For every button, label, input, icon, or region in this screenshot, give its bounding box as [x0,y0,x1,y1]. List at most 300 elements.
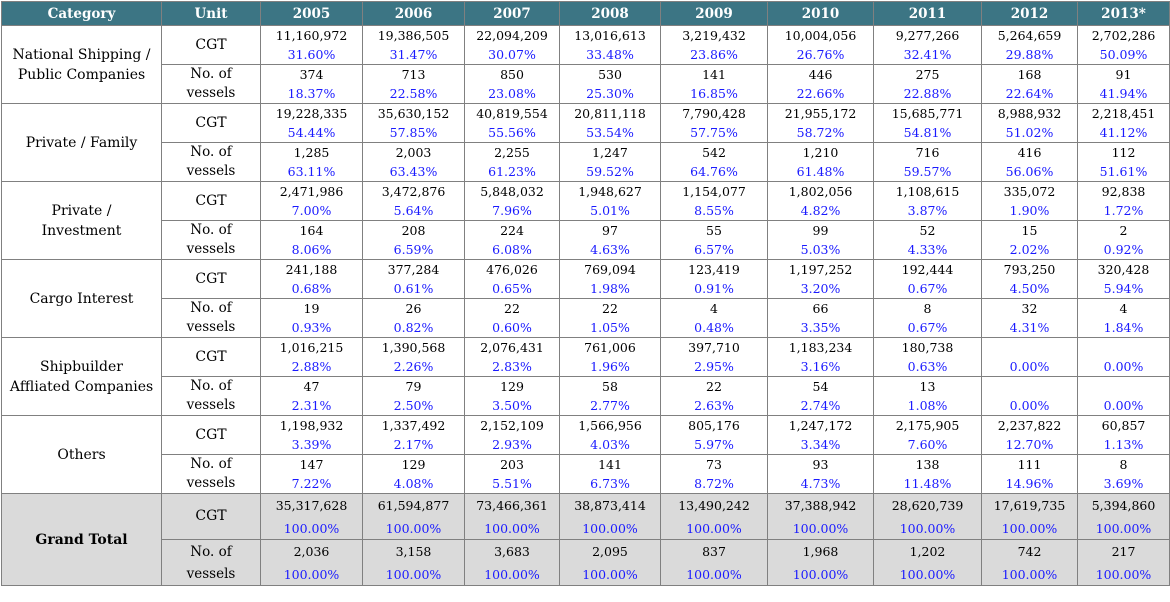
value-cell: 92,838 [1078,182,1170,202]
table-row-vessels-pct [2,240,1170,260]
value-cell [982,377,1078,397]
percent-cell: 2.17% [363,435,465,455]
unit-cgt: CGT [162,104,261,143]
percent-cell: 2.88% [261,357,363,377]
value-cell: 217 [1078,540,1170,565]
percent-cell: 6.59% [363,240,465,260]
value-cell: 1,197,252 [768,260,874,280]
header-year: 2012 [982,2,1078,26]
percent-cell: 2.93% [465,435,560,455]
value-cell: 129 [465,377,560,397]
unit-vessels-line2: vessels [162,474,261,494]
percent-cell: 53.54% [560,123,661,143]
value-cell: 141 [560,455,661,475]
category-name-line: Others [57,446,106,463]
value-cell: 22 [560,299,661,319]
category-name [2,260,162,338]
category-name-line: Private / [51,202,112,219]
value-cell: 123,419 [661,260,768,280]
value-cell: 22 [465,299,560,319]
percent-cell: 63.11% [261,162,363,182]
value-cell: 15 [982,221,1078,241]
header-year: 2007 [465,2,560,26]
value-cell: 38,873,414 [560,494,661,519]
value-cell: 22 [661,377,768,397]
value-cell: 3,158 [363,540,465,565]
value-cell: 47 [261,377,363,397]
percent-cell: 0.00% [1078,396,1170,416]
table-body [2,26,1170,586]
value-cell: 168 [982,65,1078,85]
percent-cell: 1.90% [982,201,1078,221]
percent-cell: 5.64% [363,201,465,221]
percent-cell: 4.50% [982,279,1078,299]
unit-vessels-line2: vessels [162,318,261,338]
value-cell: 164 [261,221,363,241]
percent-cell: 0.67% [874,279,982,299]
value-cell: 377,284 [363,260,465,280]
value-cell: 805,176 [661,416,768,436]
value-cell: 40,819,554 [465,104,560,124]
unit-vessels-line2: vessels [162,564,261,586]
header-year: 2006 [363,2,465,26]
unit-vessels-line2: vessels [162,240,261,260]
value-cell: 129 [363,455,465,475]
table-row-cgt [2,338,1170,358]
percent-cell: 4.08% [363,474,465,494]
value-cell: 99 [768,221,874,241]
unit-cgt: CGT [162,494,261,540]
percent-cell: 41.12% [1078,123,1170,143]
value-cell: 20,811,118 [560,104,661,124]
value-cell: 66 [768,299,874,319]
percent-cell: 0.48% [661,318,768,338]
value-cell: 2,003 [363,143,465,163]
value-cell: 11,160,972 [261,26,363,46]
percent-cell: 3.35% [768,318,874,338]
percent-cell: 51.02% [982,123,1078,143]
percent-cell: 2.26% [363,357,465,377]
percent-cell: 100.00% [874,564,982,586]
unit-vessels-line1: No. of [162,540,261,565]
unit-vessels-line1: No. of [162,377,261,397]
value-cell: 1,247 [560,143,661,163]
value-cell: 275 [874,65,982,85]
percent-cell: 57.85% [363,123,465,143]
header-unit: Unit [162,2,261,26]
percent-cell: 7.22% [261,474,363,494]
percent-cell: 100.00% [261,564,363,586]
percent-cell: 0.92% [1078,240,1170,260]
value-cell: 21,955,172 [768,104,874,124]
percent-cell: 0.00% [982,357,1078,377]
percent-cell: 54.44% [261,123,363,143]
percent-cell: 61.23% [465,162,560,182]
value-cell: 2,255 [465,143,560,163]
unit-cgt: CGT [162,182,261,221]
value-cell: 2,175,905 [874,416,982,436]
percent-cell: 23.08% [465,84,560,104]
value-cell: 13,016,613 [560,26,661,46]
value-cell: 73 [661,455,768,475]
value-cell: 793,250 [982,260,1078,280]
percent-cell: 22.66% [768,84,874,104]
percent-cell: 3.39% [261,435,363,455]
percent-cell: 2.02% [982,240,1078,260]
percent-cell: 0.63% [874,357,982,377]
percent-cell: 100.00% [261,518,363,540]
category-name-line: Public Companies [17,66,146,83]
percent-cell: 100.00% [982,564,1078,586]
value-cell: 335,072 [982,182,1078,202]
value-cell: 850 [465,65,560,85]
value-cell: 22,094,209 [465,26,560,46]
value-cell: 203 [465,455,560,475]
header-year: 2009 [661,2,768,26]
unit-cgt: CGT [162,260,261,299]
value-cell: 1,210 [768,143,874,163]
value-cell: 147 [261,455,363,475]
unit-cgt: CGT [162,338,261,377]
percent-cell: 0.91% [661,279,768,299]
category-name-line: Investment [41,222,122,239]
percent-cell: 100.00% [465,564,560,586]
category-name [2,26,162,104]
percent-cell: 5.03% [768,240,874,260]
percent-cell: 12.70% [982,435,1078,455]
value-cell: 17,619,735 [982,494,1078,519]
category-name-line: National Shipping / [12,46,151,63]
value-cell: 2 [1078,221,1170,241]
percent-cell: 5.94% [1078,279,1170,299]
table-row-cgt [2,26,1170,46]
value-cell: 19,386,505 [363,26,465,46]
unit-vessels-line2: vessels [162,84,261,104]
value-cell: 19,228,335 [261,104,363,124]
percent-cell: 1.13% [1078,435,1170,455]
percent-cell: 1.08% [874,396,982,416]
percent-cell: 100.00% [768,564,874,586]
value-cell: 2,036 [261,540,363,565]
table-row-vessels [2,221,1170,241]
percent-cell: 25.30% [560,84,661,104]
percent-cell: 100.00% [363,518,465,540]
percent-cell: 41.94% [1078,84,1170,104]
value-cell: 2,702,286 [1078,26,1170,46]
percent-cell: 5.51% [465,474,560,494]
percent-cell: 31.47% [363,45,465,65]
percent-cell: 3.50% [465,396,560,416]
percent-cell: 61.48% [768,162,874,182]
value-cell: 5,264,659 [982,26,1078,46]
category-name [2,338,162,416]
value-cell [982,338,1078,358]
percent-cell: 5.01% [560,201,661,221]
category-name-line: Shipbuilder [40,358,123,375]
percent-cell: 7.96% [465,201,560,221]
value-cell: 19 [261,299,363,319]
table-row-vessels [2,540,1170,565]
percent-cell: 30.07% [465,45,560,65]
percent-cell: 4.63% [560,240,661,260]
table-row-cgt [2,182,1170,202]
value-cell: 73,466,361 [465,494,560,519]
value-cell: 15,685,771 [874,104,982,124]
percent-cell: 1.96% [560,357,661,377]
percent-cell: 8.55% [661,201,768,221]
percent-cell: 0.82% [363,318,465,338]
value-cell: 13 [874,377,982,397]
value-cell [1078,377,1170,397]
percent-cell: 1.98% [560,279,661,299]
value-cell: 2,076,431 [465,338,560,358]
value-cell: 7,790,428 [661,104,768,124]
value-cell: 111 [982,455,1078,475]
percent-cell: 2.95% [661,357,768,377]
category-name-line: Cargo Interest [29,290,134,307]
value-cell: 1,285 [261,143,363,163]
table-row-vessels-pct [2,162,1170,182]
value-cell: 208 [363,221,465,241]
percent-cell: 16.85% [661,84,768,104]
value-cell: 8 [1078,455,1170,475]
value-cell: 320,428 [1078,260,1170,280]
percent-cell: 64.76% [661,162,768,182]
value-cell: 1,337,492 [363,416,465,436]
percent-cell: 6.57% [661,240,768,260]
value-cell: 10,004,056 [768,26,874,46]
percent-cell: 3.20% [768,279,874,299]
percent-cell: 1.72% [1078,201,1170,221]
percent-cell: 63.43% [363,162,465,182]
table-row-vessels-pct [2,474,1170,494]
percent-cell: 8.06% [261,240,363,260]
value-cell: 2,218,451 [1078,104,1170,124]
percent-cell: 32.41% [874,45,982,65]
header-year: 2010 [768,2,874,26]
value-cell: 1,108,615 [874,182,982,202]
percent-cell: 2.50% [363,396,465,416]
value-cell: 8 [874,299,982,319]
value-cell: 52 [874,221,982,241]
value-cell: 5,394,860 [1078,494,1170,519]
percent-cell: 8.72% [661,474,768,494]
value-cell: 837 [661,540,768,565]
percent-cell: 100.00% [363,564,465,586]
value-cell: 13,490,242 [661,494,768,519]
percent-cell: 2.63% [661,396,768,416]
value-cell: 91 [1078,65,1170,85]
percent-cell: 7.60% [874,435,982,455]
percent-cell: 22.88% [874,84,982,104]
unit-vessels-line2: vessels [162,162,261,182]
value-cell: 2,152,109 [465,416,560,436]
percent-cell: 33.48% [560,45,661,65]
value-cell: 26 [363,299,465,319]
percent-cell: 0.60% [465,318,560,338]
table-row-vessels-pct [2,396,1170,416]
value-cell: 3,219,432 [661,26,768,46]
value-cell: 224 [465,221,560,241]
percent-cell: 6.73% [560,474,661,494]
table-row-vessels-pct [2,318,1170,338]
table-row-vessels [2,65,1170,85]
value-cell: 241,188 [261,260,363,280]
table-row-vessels [2,299,1170,319]
value-cell: 141 [661,65,768,85]
percent-cell: 2.83% [465,357,560,377]
shipping-ownership-table [1,1,1170,586]
percent-cell: 0.00% [982,396,1078,416]
header-year: 2013* [1078,2,1170,26]
value-cell: 60,857 [1078,416,1170,436]
percent-cell: 23.86% [661,45,768,65]
percent-cell: 3.87% [874,201,982,221]
percent-cell: 22.64% [982,84,1078,104]
percent-cell: 0.67% [874,318,982,338]
unit-cgt: CGT [162,416,261,455]
percent-cell: 3.69% [1078,474,1170,494]
category-name [2,416,162,494]
value-cell: 180,738 [874,338,982,358]
unit-vessels-line1: No. of [162,65,261,85]
header-year: 2005 [261,2,363,26]
percent-cell: 50.09% [1078,45,1170,65]
value-cell: 37,388,942 [768,494,874,519]
percent-cell: 100.00% [874,518,982,540]
percent-cell: 11.48% [874,474,982,494]
percent-cell: 4.33% [874,240,982,260]
value-cell: 761,006 [560,338,661,358]
unit-vessels-line2: vessels [162,396,261,416]
header-year: 2008 [560,2,661,26]
percent-cell: 6.08% [465,240,560,260]
value-cell: 32 [982,299,1078,319]
value-cell: 8,988,932 [982,104,1078,124]
category-name-line: Private / Family [25,134,138,151]
value-cell: 2,471,986 [261,182,363,202]
value-cell: 1,390,568 [363,338,465,358]
value-cell: 112 [1078,143,1170,163]
value-cell: 713 [363,65,465,85]
value-cell: 9,277,266 [874,26,982,46]
value-cell: 58 [560,377,661,397]
value-cell: 1,968 [768,540,874,565]
percent-cell: 100.00% [661,564,768,586]
value-cell: 2,095 [560,540,661,565]
percent-cell: 59.52% [560,162,661,182]
percent-cell: 54.81% [874,123,982,143]
percent-cell: 57.75% [661,123,768,143]
value-cell: 54 [768,377,874,397]
percent-cell: 2.31% [261,396,363,416]
value-cell: 1,247,172 [768,416,874,436]
value-cell: 742 [982,540,1078,565]
percent-cell: 100.00% [768,518,874,540]
unit-cgt: CGT [162,26,261,65]
percent-cell: 100.00% [661,518,768,540]
value-cell: 530 [560,65,661,85]
value-cell: 55 [661,221,768,241]
percent-cell: 0.00% [1078,357,1170,377]
percent-cell: 4.82% [768,201,874,221]
table-row-cgt [2,416,1170,436]
percent-cell: 29.88% [982,45,1078,65]
percent-cell: 3.34% [768,435,874,455]
value-cell: 35,630,152 [363,104,465,124]
percent-cell: 31.60% [261,45,363,65]
percent-cell: 51.61% [1078,162,1170,182]
percent-cell: 58.72% [768,123,874,143]
value-cell: 476,026 [465,260,560,280]
table-row-vessels [2,143,1170,163]
percent-cell: 1.05% [560,318,661,338]
value-cell: 1,198,932 [261,416,363,436]
value-cell: 1,183,234 [768,338,874,358]
value-cell: 4 [661,299,768,319]
value-cell: 4 [1078,299,1170,319]
percent-cell: 100.00% [465,518,560,540]
percent-cell: 26.76% [768,45,874,65]
value-cell: 1,566,956 [560,416,661,436]
category-name [2,104,162,182]
percent-cell: 18.37% [261,84,363,104]
percent-cell: 2.77% [560,396,661,416]
percent-cell: 100.00% [560,564,661,586]
table-row-cgt [2,494,1170,519]
percent-cell: 4.73% [768,474,874,494]
unit-vessels-line1: No. of [162,143,261,163]
value-cell [1078,338,1170,358]
category-name-line: Affliated Companies [9,378,154,395]
percent-cell: 56.06% [982,162,1078,182]
percent-cell: 4.31% [982,318,1078,338]
percent-cell: 1.84% [1078,318,1170,338]
value-cell: 1,948,627 [560,182,661,202]
value-cell: 1,154,077 [661,182,768,202]
percent-cell: 100.00% [1078,564,1170,586]
value-cell: 542 [661,143,768,163]
value-cell: 3,683 [465,540,560,565]
header-row [2,2,1170,26]
percent-cell: 14.96% [982,474,1078,494]
percent-cell: 3.16% [768,357,874,377]
percent-cell: 0.68% [261,279,363,299]
value-cell: 93 [768,455,874,475]
percent-cell: 0.93% [261,318,363,338]
unit-vessels-line1: No. of [162,455,261,475]
percent-cell: 100.00% [982,518,1078,540]
value-cell: 3,472,876 [363,182,465,202]
percent-cell: 0.65% [465,279,560,299]
value-cell: 446 [768,65,874,85]
unit-vessels-line1: No. of [162,221,261,241]
value-cell: 61,594,877 [363,494,465,519]
percent-cell: 4.03% [560,435,661,455]
table-row-vessels-pct [2,564,1170,586]
value-cell: 374 [261,65,363,85]
grand-total-label: Grand Total [2,494,162,586]
percent-cell: 55.56% [465,123,560,143]
value-cell: 2,237,822 [982,416,1078,436]
value-cell: 1,202 [874,540,982,565]
value-cell: 138 [874,455,982,475]
value-cell: 28,620,739 [874,494,982,519]
table-row-vessels [2,455,1170,475]
value-cell: 716 [874,143,982,163]
value-cell: 97 [560,221,661,241]
header-category: Category [2,2,162,26]
